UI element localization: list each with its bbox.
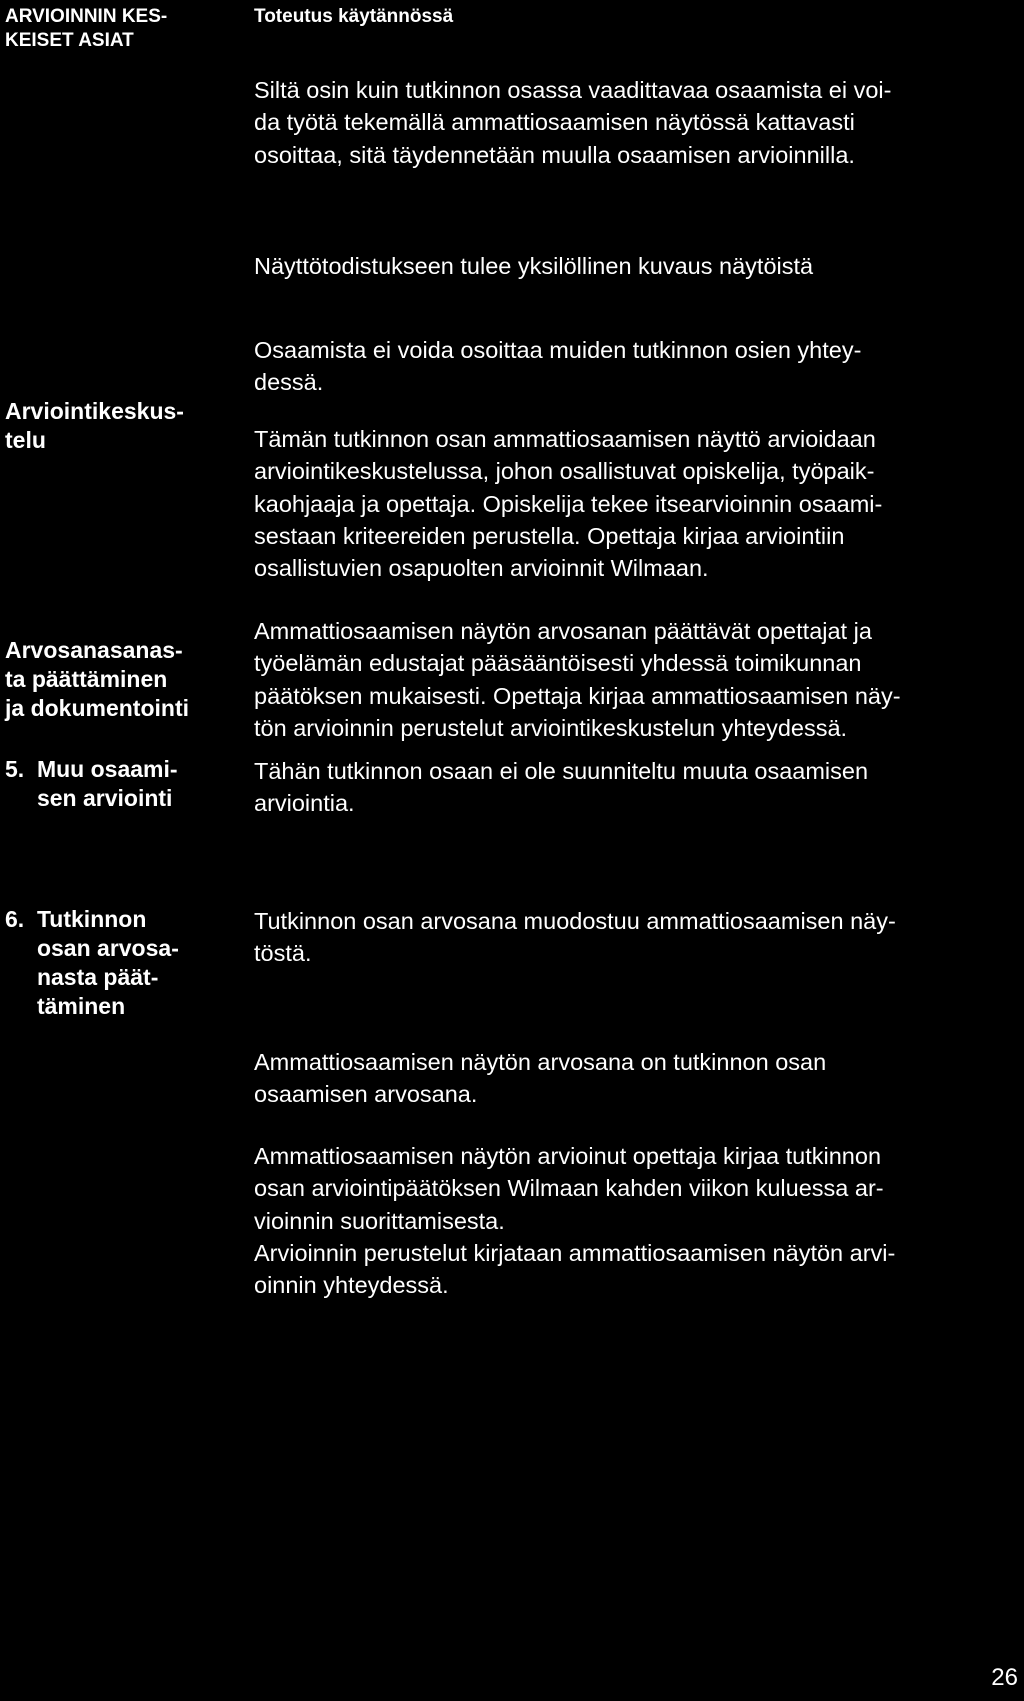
text-line: sestaan kriteereiden perustella. Opettaja kirjaa arviointiin [254,522,845,549]
label-line: telu [5,427,46,453]
text-line: osan arviointipäätöksen Wilmaan kahden viikon kuluessa ar- [254,1175,884,1202]
label-line: täminen [5,993,126,1019]
paragraph-grade-formation [254,905,1014,970]
text-line: Tähän tutkinnon osaan ei ole suunniteltu muuta osaamisen [254,758,869,784]
text-line: arviointikeskustelussa, johon osallistuvat opiskelija, työpaik- [254,458,875,485]
header-line: KEISET ASIAT [5,30,134,51]
label-line: nasta päät- [5,964,159,990]
text-line: Osaamista ei voida osoittaa muiden tutkinnon osien yhtey- [254,337,862,363]
text-line: arviointia. [254,790,355,817]
text-line: Arvioinnin perustelut kirjataan ammattiosaamisen näytön arvi- [254,1239,896,1266]
page-number: 26 [991,1664,1018,1691]
text-line: Näyttötodistukseen tulee yksilöllinen kuvaus näytöistä [254,253,814,279]
row-label-grading-documentation [5,636,245,723]
paragraph-certificate-description [254,250,1014,282]
text-line: Ammattiosaamisen näytön arvosanan päättävät opettajat ja [254,618,872,644]
text-line: tön arvioinnin perustelut arviointikeskustelun yhteydessä. [254,714,848,741]
text-line: töstä. [254,940,312,967]
text-line: Ammattiosaamisen näytön arvioinut opettaja kirjaa tutkinnon [254,1143,882,1169]
text-line: päätöksen mukaisesti. Opettaja kirjaa ammattiosaamisen näy- [254,682,901,709]
text-line: oinnin yhteydessä. [254,1272,449,1299]
text-line: osallistuvien osapuolten arvioinnit Wilmaan. [254,555,709,582]
label-line: osan arvosa- [5,935,179,961]
text-line: kaohjaaja ja opettaja. Opiskelija tekee itsearvioinnin osaami- [254,490,883,517]
header-line: ARVIOINNIN KES- [5,6,168,27]
text-line: osoittaa, sitä täydennetään muulla osaamisen arvioinnilla. [254,141,855,168]
label-line: ja dokumentointi [5,695,189,721]
text-line: dessä. [254,369,324,396]
paragraph-complementary-assessment [254,74,1014,171]
paragraph-other-parts [254,334,1014,399]
text-line: da työtä tekemällä ammattiosaamisen näytössä kattavasti [254,109,855,136]
text-line: työelämän edustajat pääsääntöisesti yhdessä toimikunnan [254,650,862,677]
label-line: 5. Muu osaami- [5,756,178,782]
text-line: vioinnin suorittamisesta. [254,1207,505,1234]
row-label-other-assessment [5,755,245,813]
label-line: ta päättäminen [5,666,168,692]
text-line: Tämän tutkinnon osan ammattiosaamisen näyttö arvioidaan [254,426,876,452]
row-label-assessment-discussion [5,397,245,455]
paragraph-decision-recording [254,1140,1014,1301]
text-line: Tutkinnon osan arvosana muodostuu ammattiosaamisen näy- [254,908,896,934]
column-header-criteria [5,5,167,53]
label-line: Arvosanasanas- [5,637,183,663]
paragraph-demonstration-grade [254,1046,1014,1111]
text-line: Ammattiosaamisen näytön arvosana on tutkinnon osan [254,1049,827,1075]
label-line: Arviointikeskus- [5,398,184,424]
row-label-part-grade-decision [5,905,245,1021]
paragraph-grading [254,615,1014,744]
text-line: osaamisen arvosana. [254,1081,478,1108]
text-line: Siltä osin kuin tutkinnon osassa vaadittavaa osaamista ei voi- [254,77,892,103]
label-line: sen arviointi [5,785,173,811]
column-header-implementation: Toteutus käytännössä [254,6,454,27]
label-line: 6. Tutkinnon [5,906,147,932]
paragraph-other-assessment [254,755,1014,820]
paragraph-assessment-discussion [254,423,1014,584]
